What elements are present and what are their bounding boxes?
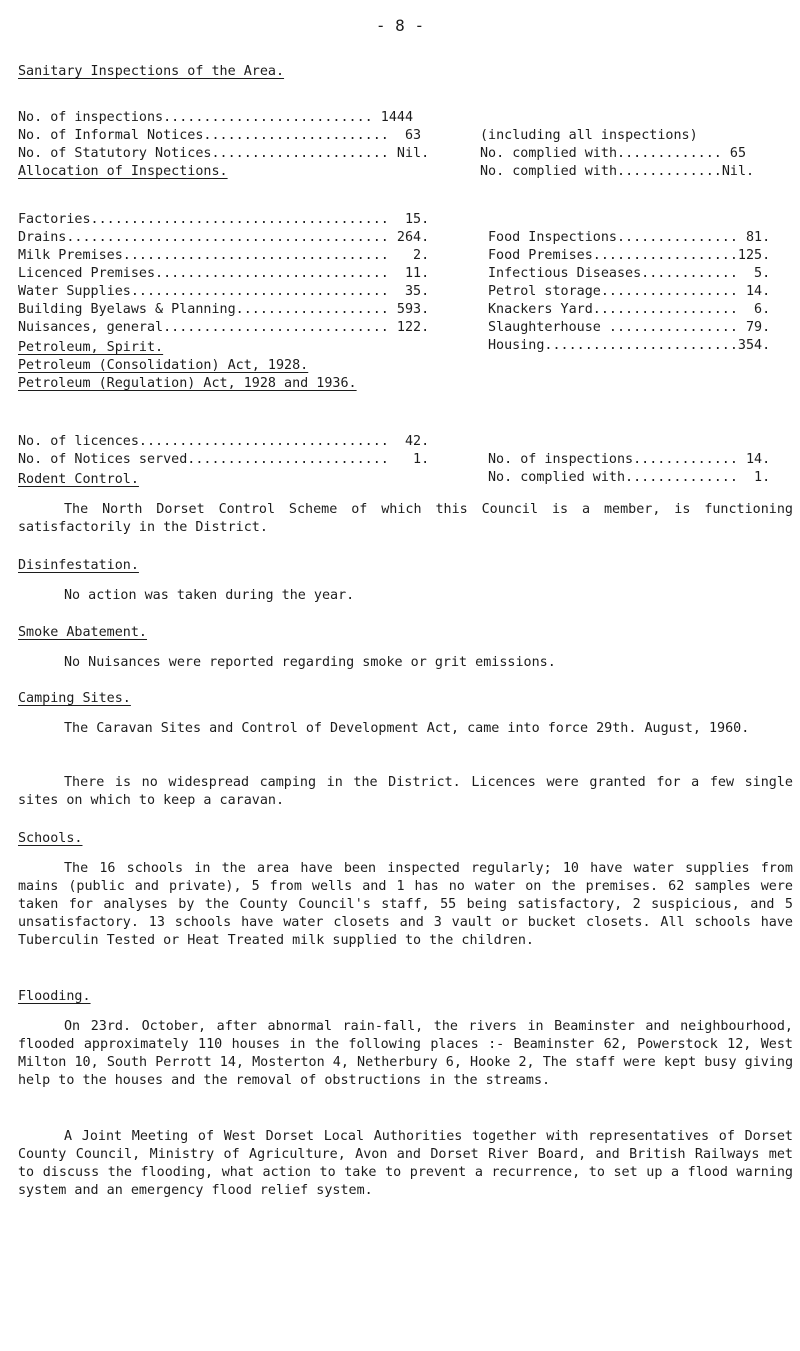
- allocation-line-6-left: Building Byelaws & Planning................... 593.: [18, 302, 430, 318]
- page-number: - 8 -: [375, 16, 425, 35]
- heading-allocation: Allocation of Inspections.: [18, 164, 228, 179]
- disinfestation-text: No action was taken during the year.: [64, 588, 355, 603]
- rodent-control-text: The North Dorset Control Scheme of which this Council is a member, is functioning satisfactorily in the District.: [18, 502, 793, 536]
- sanitary-line-1-right: (including all inspections): [480, 128, 698, 144]
- heading-petroleum-spirit: Petroleum, Spirit.: [18, 340, 164, 355]
- allocation-line-3-right: Infectious Diseases............ 5.: [488, 266, 771, 282]
- sanitary-line-2-left: No. of Informal Notices....................... 63: [18, 128, 422, 144]
- camping-sites-text-1: The Caravan Sites and Control of Development Act, came into force 29th. August, 1960.: [64, 721, 750, 736]
- heading-petroleum-regulation-act: Petroleum (Regulation) Act, 1928 and 1936.: [18, 376, 357, 391]
- allocation-line-5-right: Knackers Yard.................. 6.: [488, 302, 771, 318]
- allocation-line-5-left: Water Supplies................................ 35.: [18, 284, 430, 300]
- petroleum-line-1-left: No. of licences............................... 42.: [18, 434, 430, 450]
- heading-flooding: Flooding.: [18, 989, 91, 1004]
- camping-sites-text-2: There is no widespread camping in the District. Licences were granted for a few single sites on which to keep a caravan.: [18, 775, 793, 809]
- heading-camping-sites: Camping Sites.: [18, 691, 131, 706]
- flooding-text-2: A Joint Meeting of West Dorset Local Authorities together with representatives of Dorset County Council, Ministry of Agriculture, Avon and Dorset River Board, and British Railways met to discuss the flooding, what action to take to prevent a recurrence, to set up a flood warning system and an emergency flood relief system.: [18, 1129, 793, 1199]
- allocation-line-6-right: Slaughterhouse ................ 79.: [488, 320, 771, 336]
- schools-text: The 16 schools in the area have been inspected regularly; 10 have water supplies from mains (public and private), 5 from wells and 1 has no water on the premises. 62 samples were taken for analyses by the County Council's staff, 55 being satisfactory, 2 suspicious, and 5 unsatisfactory. 13 schools have water closets and 3 vault or bucket closets. All schools have Tuberculin Tested or Heat Treated milk supplied to the children.: [18, 861, 793, 949]
- heading-smoke-abatement: Smoke Abatement.: [18, 625, 147, 640]
- petroleum-line-2-left: No. of Notices served......................... 1.: [18, 452, 430, 468]
- allocation-line-3-left: Milk Premises................................. 2.: [18, 248, 430, 264]
- heading-petroleum-consolidation-act: Petroleum (Consolidation) Act, 1928.: [18, 358, 309, 373]
- sanitary-line-3-right: No. complied with.............Nil.: [480, 164, 755, 180]
- allocation-line-4-left: Licenced Premises............................. 11.: [18, 266, 430, 282]
- petroleum-line-2: [18, 433, 793, 505]
- allocation-line-2-left: Drains........................................ 264.: [18, 230, 430, 246]
- heading-schools: Schools.: [18, 831, 83, 846]
- allocation-line-1-left: Factories..................................... 15.: [18, 212, 430, 228]
- heading-sanitary-inspections: Sanitary Inspections of the Area.: [18, 64, 285, 79]
- flooding-text-1: On 23rd. October, after abnormal rain-fall, the rivers in Beaminster and neighbourhood, flooded approximately 110 houses in the following places :- Beaminster 62, Powerstock 12, West Milton 10, South Perrott 14, Mosterton 4, Netherbury 6, Hooke 2, The staff were kept busy giving help to the houses and the removal of obstructions in the streams.: [18, 1019, 793, 1089]
- heading-rodent-control: Rodent Control.: [18, 472, 139, 487]
- sanitary-line-1-left: No. of inspections.......................... 1444: [18, 110, 414, 126]
- smoke-abatement-text: No Nuisances were reported regarding smoke or grit emissions.: [64, 655, 556, 670]
- allocation-line-4-right: Petrol storage................. 14.: [488, 284, 771, 300]
- allocation-line-1-right: Food Inspections............... 81.: [488, 230, 771, 246]
- petroleum-line-1-right: No. of inspections............. 14.: [488, 452, 771, 468]
- petroleum-line-2-right: No. complied with.............. 1.: [488, 470, 771, 486]
- allocation-line-7-left: Nuisances, general............................ 122.: [18, 320, 430, 336]
- allocation-line-7-right: Housing........................354.: [488, 338, 771, 354]
- sanitary-line-3-left: No. of Statutory Notices...................... Nil.: [18, 146, 430, 162]
- heading-disinfestation: Disinfestation.: [18, 558, 139, 573]
- allocation-line-2-right: Food Premises..................125.: [488, 248, 771, 264]
- sanitary-line-2-right: No. complied with............. 65: [480, 146, 747, 162]
